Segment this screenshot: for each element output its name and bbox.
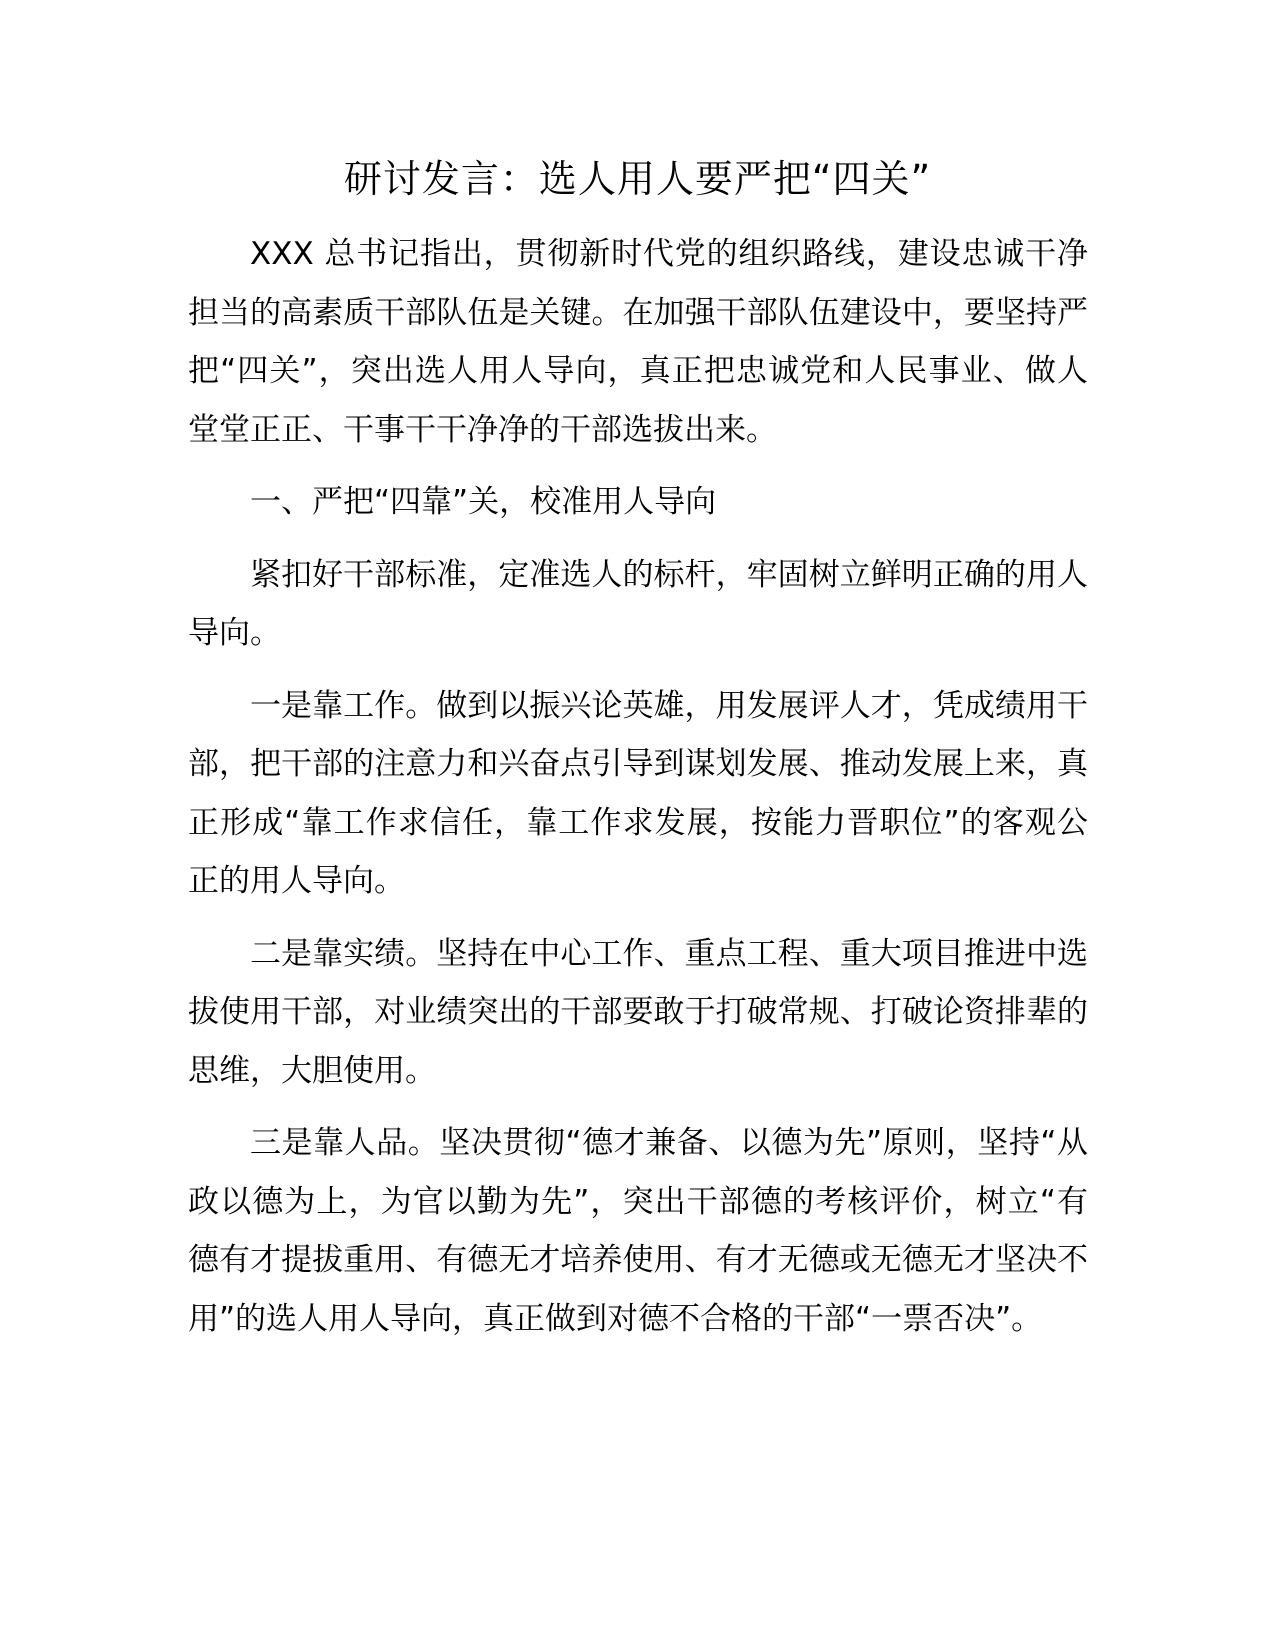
paragraph-character: 三是靠人品。坚决贯彻“德才兼备、以德为先”原则，坚持“从政以德为上，为官以勤为先”，突出干部德的考核评价，树立“有德有才提拔重用、有德无才培养使用、有才无德或无德无才坚决不用”的选人用人导向，真正做到对德不合格的干部“一票否决”。 <box>188 1125 1088 1337</box>
page-title: 研讨发言：选人用人要严把“四关” <box>343 157 932 201</box>
paragraph-standard: 紧扣好干部标准，定准选人的标杆，牢固树立鲜明正确的用人导向。 <box>188 556 1088 651</box>
document-body <box>188 225 1088 1362</box>
section-heading-1: 一、严把“四靠”关，校准用人导向 <box>250 484 717 520</box>
paragraph-achievement: 二是靠实绩。坚持在中心工作、重点工程、重大项目推进中选拔使用干部，对业绩突出的干部要敢于打破常规、打破论资排辈的思维，大胆使用。 <box>188 935 1088 1089</box>
paragraph-work: 一是靠工作。做到以振兴论英雄，用发展评人才，凭成绩用干部，把干部的注意力和兴奋点引导到谋划发展、推动发展上来，真正形成“靠工作求信任，靠工作求发展，按能力晋职位”的客观公正的用人导向。 <box>188 687 1088 899</box>
paragraph-intro: XXX 总书记指出，贯彻新时代党的组织路线，建设忠诚干净担当的高素质干部队伍是关键。在加强干部队伍建设中，要坚持严把“四关”，突出选人用人导向，真正把忠诚党和人民事业、做人堂堂正正、干事干干净净的干部选拔出来。 <box>188 236 1088 448</box>
